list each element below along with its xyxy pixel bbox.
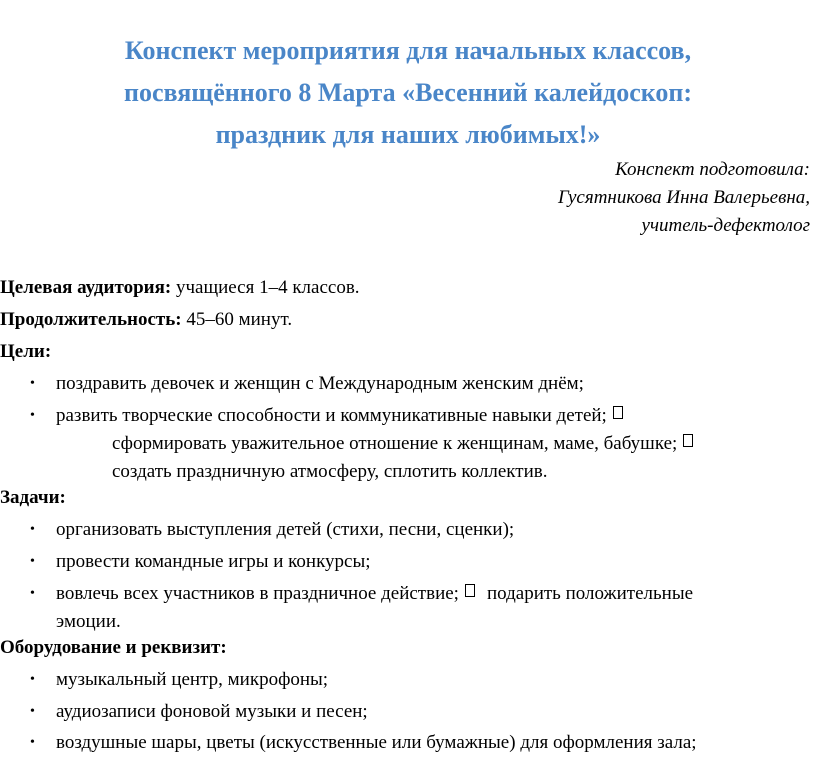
audience-value: учащиеся 1–4 классов. xyxy=(171,277,360,298)
bullet-icon: • xyxy=(30,672,35,687)
bullet-icon: • xyxy=(30,554,35,569)
list-item-continuation: эмоции. xyxy=(56,611,121,632)
list-item-continuation xyxy=(112,430,693,458)
bullet-icon: • xyxy=(30,704,35,719)
audience-field xyxy=(0,274,360,302)
goals-heading: Цели: xyxy=(0,341,52,362)
duration-field xyxy=(0,306,292,334)
missing-glyph-icon xyxy=(683,434,693,447)
author-caption: Конспект подготовила: xyxy=(615,159,810,180)
audience-label: Целевая аудитория: xyxy=(0,277,172,298)
list-item-text: провести командные игры и конкурсы; xyxy=(56,551,371,572)
list-item-text: поздравить девочек и женщин с Международным женским днём; xyxy=(56,373,584,394)
list-item-text: организовать выступления детей (стихи, песни, сценки); xyxy=(56,519,515,540)
title-line: Конспект мероприятия для начальных классов, xyxy=(124,36,692,65)
list-item-continuation: создать праздничную атмосферу, сплотить коллектив. xyxy=(112,461,548,482)
bullet-icon: • xyxy=(30,408,35,423)
list-item-text: сформировать уважительное отношение к женщинам, маме, бабушке; xyxy=(112,433,678,454)
author-position: учитель-дефектолог xyxy=(641,215,810,236)
list-item-text: подарить положительные xyxy=(486,583,694,604)
list-item-text: развить творческие способности и коммуникативные навыки детей; xyxy=(56,405,607,426)
missing-glyph-icon xyxy=(465,584,475,597)
title-line: праздник для наших любимых!» xyxy=(215,120,601,149)
list-item-text: аудиозаписи фоновой музыки и песен; xyxy=(56,701,368,722)
title-line: посвящённого 8 Марта «Весенний калейдоскоп: xyxy=(123,78,693,107)
duration-value: 45–60 минут. xyxy=(181,309,293,330)
duration-label: Продолжительность: xyxy=(0,309,182,330)
author-block xyxy=(558,156,810,240)
tasks-heading: Задачи: xyxy=(0,487,66,508)
bullet-icon: • xyxy=(30,586,35,601)
equipment-heading: Оборудование и реквизит: xyxy=(0,637,227,658)
missing-glyph-icon xyxy=(613,406,623,419)
author-name: Гусятникова Инна Валерьевна, xyxy=(558,187,810,208)
document-title xyxy=(0,30,816,156)
bullet-icon: • xyxy=(30,522,35,537)
list-item-text: вовлечь всех участников в праздничное действие; xyxy=(56,583,459,604)
list-item-text: музыкальный центр, микрофоны; xyxy=(56,669,329,690)
list-item-text: воздушные шары, цветы (искусственные или бумажные) для оформления зала; xyxy=(56,732,697,753)
bullet-icon: • xyxy=(30,376,35,391)
bullet-icon: • xyxy=(30,735,35,750)
